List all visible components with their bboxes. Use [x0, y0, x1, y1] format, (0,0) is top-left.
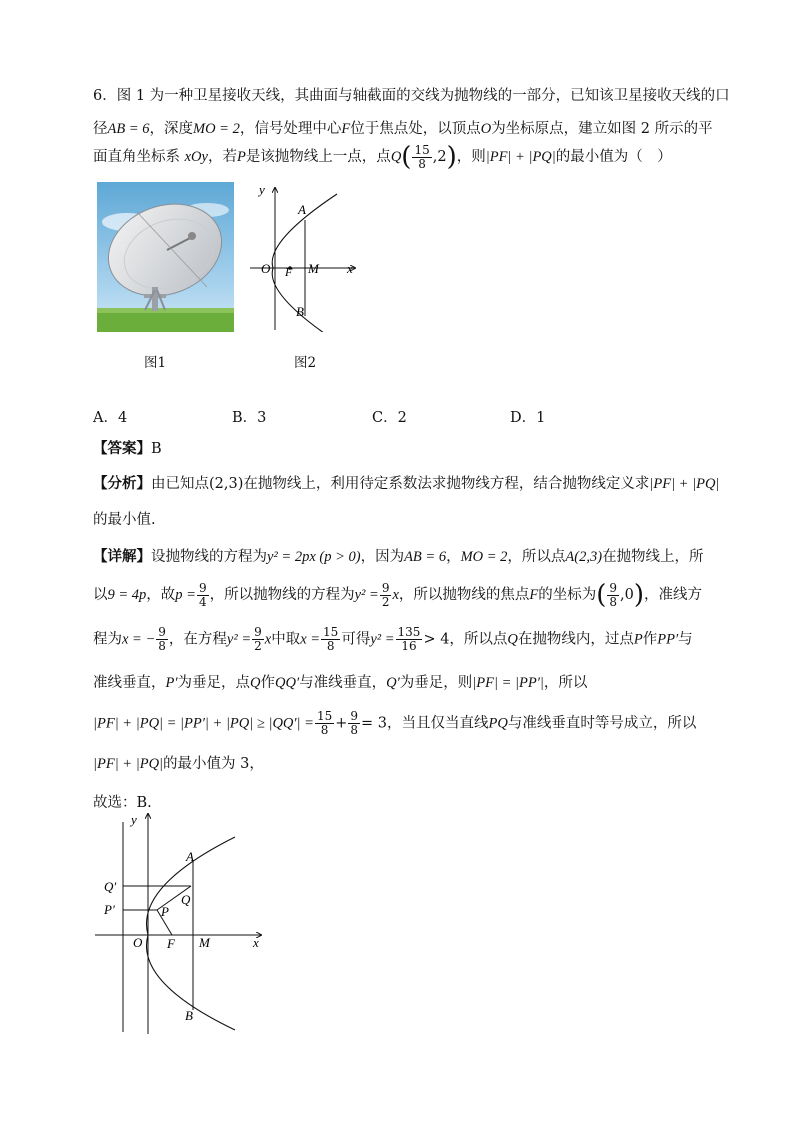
label-m: M: [199, 935, 210, 950]
text: 面直角坐标系: [93, 149, 180, 165]
answer-value: B: [151, 441, 162, 457]
math-mo: MO = 2: [193, 121, 240, 137]
text: ，信号处理中心: [239, 121, 342, 137]
analysis-line-2: 的最小值.: [93, 512, 156, 528]
choice-d[interactable]: D．1: [510, 410, 546, 426]
answer-tag: 【答案】: [93, 440, 151, 457]
problem-line-1: 6．图 1 为一种卫星接收天线，其曲面与轴截面的交线为抛物线的一部分，已知该卫星接收天线的口: [93, 88, 730, 104]
text: 为坐标原点，建立如图 2 所示的平: [491, 121, 713, 137]
math-expr: |PF| + |PQ|: [649, 476, 720, 492]
label-q-prime: Q′: [104, 879, 117, 894]
detail-line-5: |PF| + |PQ| = |PP′| + |PQ| ≥ |QQ′| = $\frac{15}{8}$ + $\frac{9}{8}$ = 3，当且仅当直线PQ与准线垂直时等号成立，所以: [93, 709, 697, 737]
parabola-curve: [147, 837, 235, 1030]
math-f: F: [341, 121, 351, 137]
label-a: A: [186, 849, 194, 864]
detail-tag: 【详解】: [93, 548, 151, 565]
text: ，则: [456, 149, 486, 165]
label-x: x: [253, 935, 259, 950]
label-a: A: [298, 202, 306, 217]
choice-b[interactable]: B．3: [232, 410, 267, 426]
text: ，若: [207, 149, 237, 165]
problem-line-3: 面直角坐标系 xOy，若P是该抛物线上一点，点Q( $\frac{15}{8}$ ,2)，则|PF| + |PQ|的最小值为（ ）: [93, 142, 672, 172]
choice-a[interactable]: A．4: [93, 410, 128, 426]
math-p: P: [236, 149, 246, 165]
label-o: O: [133, 935, 143, 950]
problem-line-2: [93, 117, 713, 138]
math-pf-pq: |PF| + |PQ|: [485, 149, 556, 165]
math-ab: AB = 6: [107, 121, 150, 137]
math-point: (2,3): [209, 476, 244, 492]
label-o: O: [261, 261, 271, 276]
choice-c[interactable]: C．2: [372, 410, 407, 426]
detail-line-4: 准线垂直，P′为垂足，点Q作QQ′与准线垂直，Q′为垂足，则|PF| = |PP′|，所以: [93, 675, 588, 691]
detail-line-2: 以9 = 4p，故p = $\frac{9}{4}$ ，所以抛物线的方程为y² = $\frac{9}{2}$ x，所以抛物线的焦点F的坐标为( $\frac{9}{8}$ ,0)，准线方: [93, 580, 703, 610]
answer-line: [93, 437, 162, 458]
fig1-caption: 图1: [144, 355, 167, 371]
analysis-tag: 【分析】: [93, 475, 151, 492]
detail-line-7: 故选：B.: [93, 795, 152, 811]
label-x: x: [347, 261, 353, 276]
math-o: O: [480, 121, 492, 137]
analysis-line-1: 【分析】由已知点(2,3)在抛物线上，利用待定系数法求抛物线方程，结合抛物线定义求|PF| + |PQ|: [93, 475, 720, 492]
detail-line-1: 【详解】设抛物线的方程为y² = 2px (p > 0)，因为AB = 6，MO = 2，所以点A(2,3)在抛物线上，所: [93, 548, 704, 565]
label-p: P: [161, 904, 169, 919]
frac-15-8: $\frac{15}{8}$: [414, 142, 430, 171]
text: 径: [93, 121, 108, 137]
label-p-prime: P′: [104, 902, 115, 917]
solution-figure: [93, 812, 268, 1037]
text: 位于焦点处，以顶点: [350, 121, 481, 137]
detail-line-3: 程为x = − $\frac{9}{8}$ ，在方程y² = $\frac{9}{2}$ x中取x = $\frac{15}{8}$ 可得y² = $\frac{135}{16}$ > 4，所以点Q在抛物线内，过点P作PP′与: [93, 625, 693, 653]
label-m: M: [308, 261, 319, 276]
math-q: Q: [390, 149, 402, 165]
fig2-caption: 图2: [294, 355, 317, 371]
satellite-dish-photo: [97, 182, 234, 332]
label-f: F: [285, 265, 293, 279]
text: 的最小值为（ ）: [555, 149, 672, 165]
text: 是该抛物线上一点，点: [245, 149, 391, 165]
label-y: y: [259, 182, 265, 197]
label-y: y: [131, 812, 137, 827]
detail-line-6: |PF| + |PQ|的最小值为 3，: [93, 756, 264, 772]
text: ，深度: [149, 121, 193, 137]
label-f: F: [167, 936, 175, 951]
label-q: Q: [181, 892, 191, 907]
math-xoy: xOy: [184, 149, 208, 165]
label-b: B: [185, 1008, 193, 1023]
parabola-figure-2: [245, 182, 365, 332]
label-b: B: [296, 304, 304, 319]
